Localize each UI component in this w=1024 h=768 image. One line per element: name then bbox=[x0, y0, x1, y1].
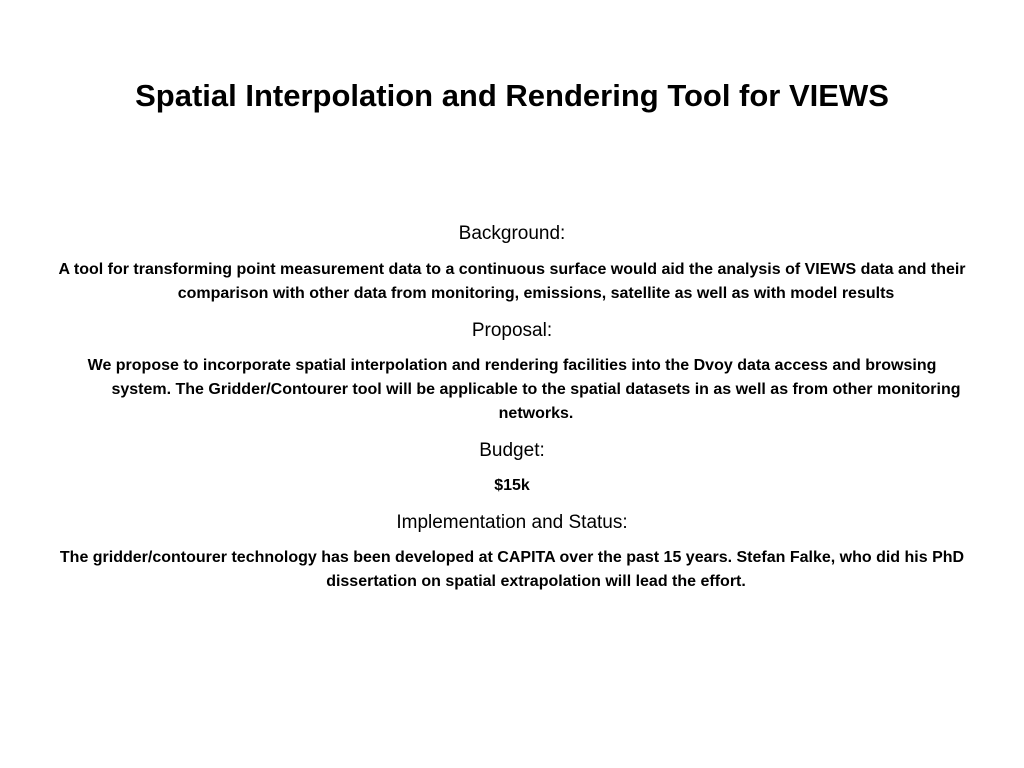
section-body-implementation: The gridder/contourer technology has been developed at CAPITA over the past 15 years. Stefan Falke, who did his PhD dissertation on spatial extrapolation will lead the effort. bbox=[59, 549, 965, 590]
section-heading-implementation: Implementation and Status: bbox=[396, 512, 628, 533]
slide-title: Spatial Interpolation and Rendering Tool for VIEWS bbox=[135, 78, 889, 113]
section-body-budget: $15k bbox=[494, 477, 530, 494]
section-heading-budget: Budget: bbox=[479, 440, 545, 461]
section-heading-background: Background: bbox=[458, 223, 566, 244]
section-body-background: A tool for transforming point measurement data to a continuous surface would aid the analysis of VIEWS data and their comparison with other data from monitoring, emissions, satellite as well as with model results bbox=[58, 261, 966, 302]
section-heading-proposal: Proposal: bbox=[471, 320, 553, 341]
slide-content bbox=[56, 222, 968, 594]
section-body-proposal: We propose to incorporate spatial interpolation and rendering facilities into the Dvoy data access and browsing system. The Gridder/Contourer tool will be applicable to the spatial datasets in as well as from other monitoring networks. bbox=[87, 357, 961, 422]
